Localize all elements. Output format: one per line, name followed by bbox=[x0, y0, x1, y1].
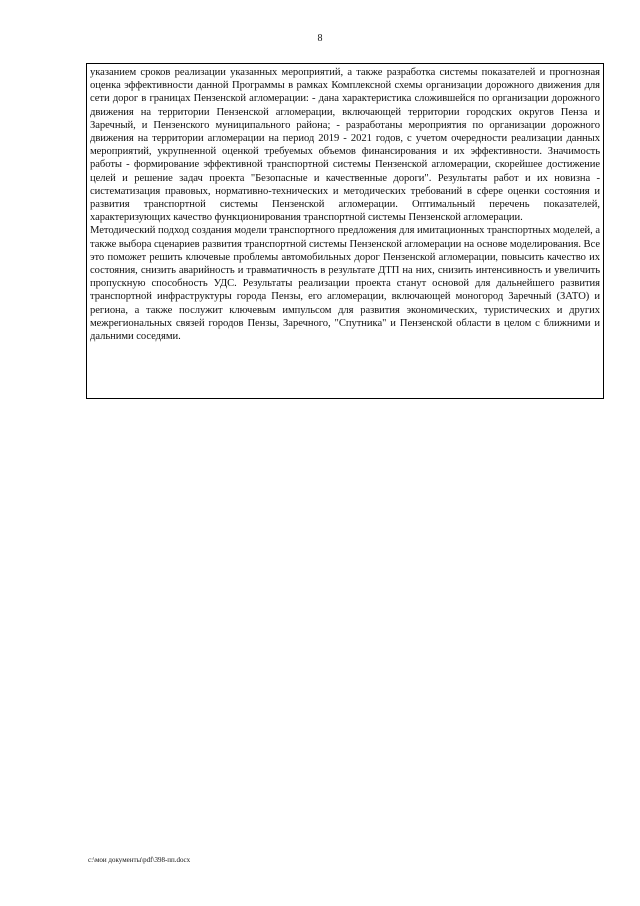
page-number: 8 bbox=[317, 33, 323, 44]
footer-file-path: c:\мои документы\pdf\398-пп.docx bbox=[88, 856, 191, 864]
text-box bbox=[86, 63, 604, 399]
paragraph-1: указанием сроков реализации указанных мероприятий, а также разработка системы показателей и прогнозная оценка эффективности данной Программы в рамках Комплексной схемы организации дорожного движения для сети дорог в границах Пензенской агломерации: - дана характеристика сложившейся по организации дорожного движения на территории Пензенской агломерации, включающей территории городских округов Пенза и Заречный, и Пензенского муниципального района; - разработаны мероприятия по организации дорожного движения на территории агломерации на период 2019 - 2021 годов, с учетом очередности реализации данных мероприятий, укрупненной оценкой требуемых объемов финансирования и их эффективности. Значимость работы - формирование эффективной транспортной системы Пензенской агломерации, скорейшее достижение целей и решение задач проекта "Безопасные и качественные дороги". Результаты работ и их новизна - систематизация правовых, нормативно-технических и методических требований в сфере оценки состояния и развития транспортной системы Пензенской агломерации. Оптимальный перечень показателей, характеризующих качество функционирования транспортной системы Пензенской агломерации. bbox=[90, 67, 600, 224]
paragraph-2: Методический подход создания модели транспортного предложения для имитационных транспортных моделей, а также выбора сценариев развития транспортной системы Пензенской агломерации на основе моделирования. Все это поможет решить ключевые проблемы автомобильных дорог Пензенской агломерации, повысить качество их состояния, снизить аварийность и травматичность в результате ДТП на них, снизить интенсивность и увеличить пропускную способность УДС. Результаты реализации проекта станут основой для дальнейшего развития транспортной инфраструктуры города Пензы, его агломерации, включающей моногород Заречный (ЗАТО) и региона, а также послужит ключевым импульсом для развития экономических, туристических и других межрегиональных связей городов Пензы, Заречного, "Спутника" и Пензенской области в целом с ближними и дальними соседями. bbox=[90, 225, 600, 343]
